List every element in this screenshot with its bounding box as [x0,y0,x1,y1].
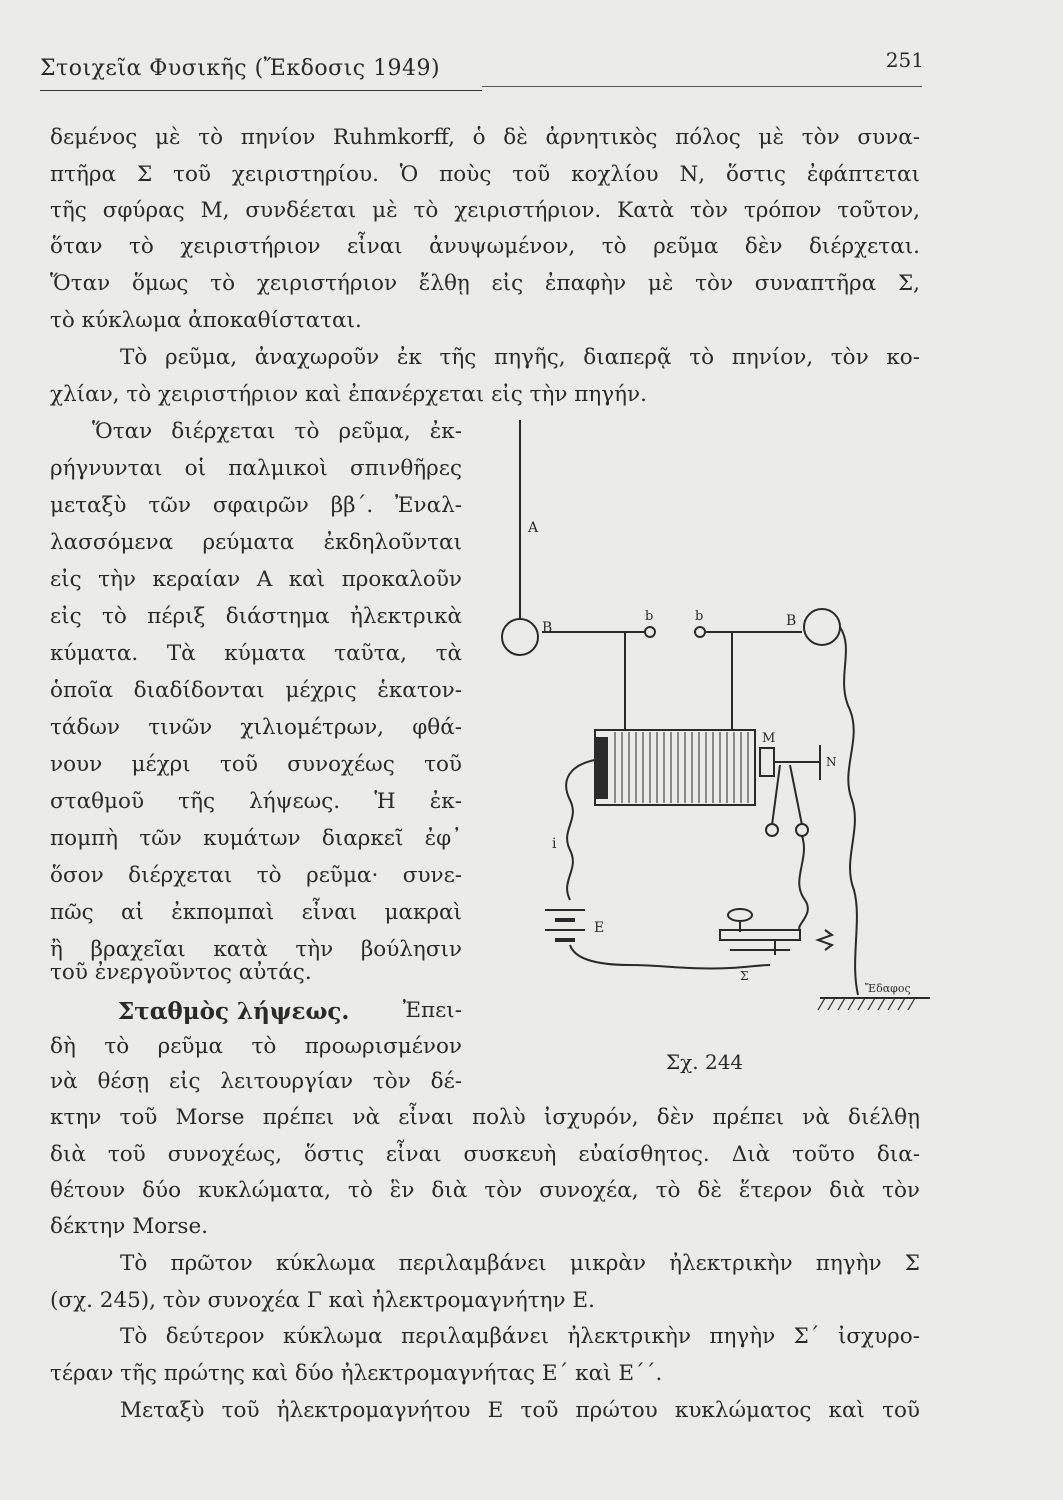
text-line: Τὸ πρῶτον κύκλωμα περιλαμβάνει μικρὰν ἠλεκτρικὴν πηγὴν Σ [120,1251,920,1276]
current-arrow-label: i [552,836,557,852]
text-line: κύματα. Τὰ κύματα ταῦτα, τὰ [50,641,462,666]
terminal-2 [796,824,808,836]
text-line: Ὅταν διέρχεται τὸ ρεῦμα, ἐκ- [92,419,462,444]
text-line: χλίαν, τὸ χειριστήριον καὶ ἐπανέρχεται εἰς τὴν πηγήν. [50,382,647,407]
ground-hatching [818,998,915,1010]
hammer-label: M [762,731,776,746]
text-line: εἰς τὸ πέριξ διάστημα ἠλεκτρικὰ [50,604,462,629]
battery-wire-upper [566,760,595,900]
text-line: Τὸ δεύτερον κύκλωμα περιλαμβάνει ἠλεκτρικὴν πηγὴν Σ΄ ἰσχυρο- [120,1324,920,1349]
interrupter-hammer [760,748,774,776]
terminal-1 [766,824,778,836]
hammer-support-2 [790,765,802,825]
key-spring [818,930,832,950]
text-line: δὴ τὸ ρεῦμα τὸ προωρισμένον [50,1034,462,1059]
left-ball-label: B [542,620,553,636]
text-line: Τὸ ρεῦμα, ἀναχωροῦν ἐκ τῆς πηγῆς, διαπερᾷ τὸ πηνίον, τὸν κο- [120,345,920,370]
text-line: τῆς σφύρας Μ, συνδέεται μὲ τὸ χειριστήριον. Κατὰ τὸν τρόπον τοῦτον, [50,198,920,223]
battery-label: E [594,920,605,936]
header-rule-thin [482,86,922,87]
right-spark-ball [804,609,840,645]
text-line: νουν μέχρι τοῦ συνοχέως τοῦ [50,752,462,777]
ruhmkorff-coil [595,730,755,805]
running-title: Στοιχεῖα Φυσικῆς (Ἔκδοσις 1949) [40,56,441,81]
text-line: τοῦ ἐνεργοῦντος αὐτάς. [50,960,312,985]
text-line: πτῆρα Σ τοῦ χειριστηρίου. Ὁ ποὺς τοῦ κοχλίου Ν, ὅστις ἐφάπτεται [50,162,920,187]
small-ball-label-1: b [645,609,654,624]
text-line: διὰ τοῦ συνοχέως, ὅστις εἶναι συσκευὴ εὐαίσθητος. Διὰ τοῦτο δια- [50,1142,920,1167]
transmitter-schematic-figure [490,420,940,1040]
contact-label: Σ [740,969,749,983]
text-line: τάδων τινῶν χιλιομέτρων, φθά- [50,715,462,740]
left-spark-ball [502,619,538,655]
text-line: λασσόμενα ρεύματα ἐκδηλοῦνται [50,530,462,555]
screw-label: N [826,755,837,769]
text-line: πομπὴ τῶν κυμάτων διαρκεῖ ἐφ᾿ [50,826,462,851]
text-line: ὅσον διέρχεται τὸ ρεῦμα· συνε- [50,863,462,888]
coil-windings [615,732,748,803]
text-line: ρήγνυνται οἱ παλμικοὶ σπινθῆρες [50,456,462,481]
small-spark-ball-1 [645,627,655,637]
header-rule [40,90,482,91]
ground-label: Ἔδαφος [865,982,911,995]
page-number: 251 [885,48,924,72]
key-wire [570,945,770,968]
text-line: μεταξὺ τῶν σφαιρῶν ββ΄. Ἐναλ- [50,493,462,518]
right-ball-label: B [786,613,797,629]
figure-caption: Σχ. 244 [666,1050,744,1074]
key-lever [720,930,800,940]
text-line: ὅταν τὸ χειριστήριον εἶναι ἀνυψωμένον, τὸ ρεῦμα δὲν διέρχεται. [50,234,920,259]
text-line: κτην τοῦ Morse πρέπει νὰ εἶναι πολὺ ἰσχυρόν, δὲν πρέπει νὰ διέλθῃ [50,1105,920,1130]
small-spark-ball-2 [695,627,705,637]
small-ball-label-2: b [695,609,704,624]
text-line: τέραν τῆς πρώτης καὶ δύο ἠλεκτρομαγνήτας Ε΄ καὶ Ε΄΄. [50,1361,663,1386]
text-line: ἢ βραχεῖαι κατὰ τὴν βούλησιν [50,937,462,962]
running-header [40,40,924,81]
text-line: τὸ κύκλωμα ἀποκαθίσταται. [50,308,362,333]
key-knob [728,909,752,921]
text-line: δεμένος μὲ τὸ πηνίον Ruhmkorff, ὁ δὲ ἀρνητικὸς πόλος μὲ τὸν συνα- [50,125,920,150]
text-line: Ὅταν ὅμως τὸ χειριστήριον ἔλθῃ εἰς ἐπαφὴν μὲ τὸν συναπτῆρα Σ, [50,271,920,296]
text-line: ὁποῖα διαδίδονται μέχρις ἑκατον- [50,678,462,703]
section-first-line [118,1000,462,1024]
text-line: δέκτην Morse. [50,1214,209,1239]
text-line: (σχ. 245), τὸν συνοχέα Γ καὶ ἠλεκτρομαγνήτην Ε. [50,1288,595,1313]
text-line: εἰς τὴν κεραίαν Α καὶ προκαλοῦν [50,567,462,592]
text-line: νὰ θέσῃ εἰς λειτουργίαν τὸν δέ- [50,1069,462,1094]
coil-end-cap [595,738,607,798]
text-line: πῶς αἱ ἐκπομπαὶ εἶναι μακραὶ [50,900,462,925]
text-fragment: Ἐπει- [402,998,462,1023]
antenna-label: A [528,520,539,536]
text-line: σταθμοῦ τῆς λήψεως. Ἡ ἐκ- [50,789,462,814]
section-heading: Σταθμὸς λήψεως. [118,998,350,1025]
interrupter-wire [799,836,808,930]
text-line: θέτουν δύο κυκλώματα, τὸ ἓν διὰ τὸν συνοχέα, τὸ δὲ ἕτερον διὰ τὸν [50,1178,920,1203]
text-line: Μεταξὺ τοῦ ἠλεκτρομαγνήτου Ε τοῦ πρώτου κυκλώματος καὶ τοῦ [120,1398,920,1423]
ground-wire [840,627,858,995]
